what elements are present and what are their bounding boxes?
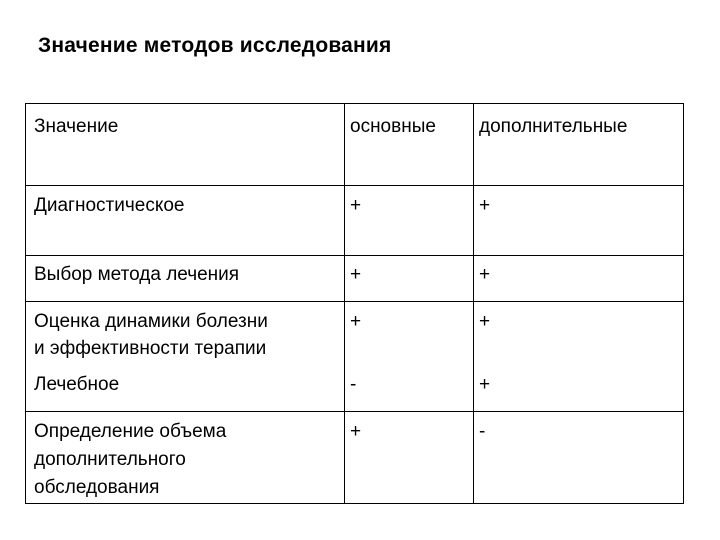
row-value-main: + [350,311,362,332]
row-label-dynamics-line-1: Оценка динамики болезни [34,311,268,332]
header-cell-meaning: Значение [34,116,119,137]
row-value-additional: + [479,311,491,332]
row-label-exam-scope-line-2: дополнительного [34,449,186,470]
methods-table [25,103,684,504]
row-label-exam-scope-line-1: Определение объема [34,421,227,442]
page-title: Значение методов исследования [38,34,392,57]
row-value-main: + [350,421,362,442]
row-value-additional: - [479,421,486,442]
column-divider [473,104,474,503]
row-label-dynamics-line-2: и эффективности терапии [34,338,267,359]
row-divider [26,301,683,302]
column-divider [344,104,345,503]
row-label-therapeutic: Лечебное [34,374,120,395]
header-cell-main: основные [350,116,436,137]
header-cell-additional: дополнительные [479,116,628,137]
row-label-treatment-choice: Выбор метода лечения [34,264,240,285]
row-value-additional: + [479,195,491,216]
row-value-additional: + [479,374,491,395]
row-label-exam-scope-line-3: обследования [34,477,160,498]
row-value-main: + [350,264,362,285]
row-divider [26,411,683,412]
row-value-additional: + [479,264,491,285]
row-divider [26,185,683,186]
row-divider [26,255,683,256]
row-value-main: + [350,195,362,216]
row-value-main: - [350,374,357,395]
row-label-diagnostic: Диагностическое [34,195,185,216]
